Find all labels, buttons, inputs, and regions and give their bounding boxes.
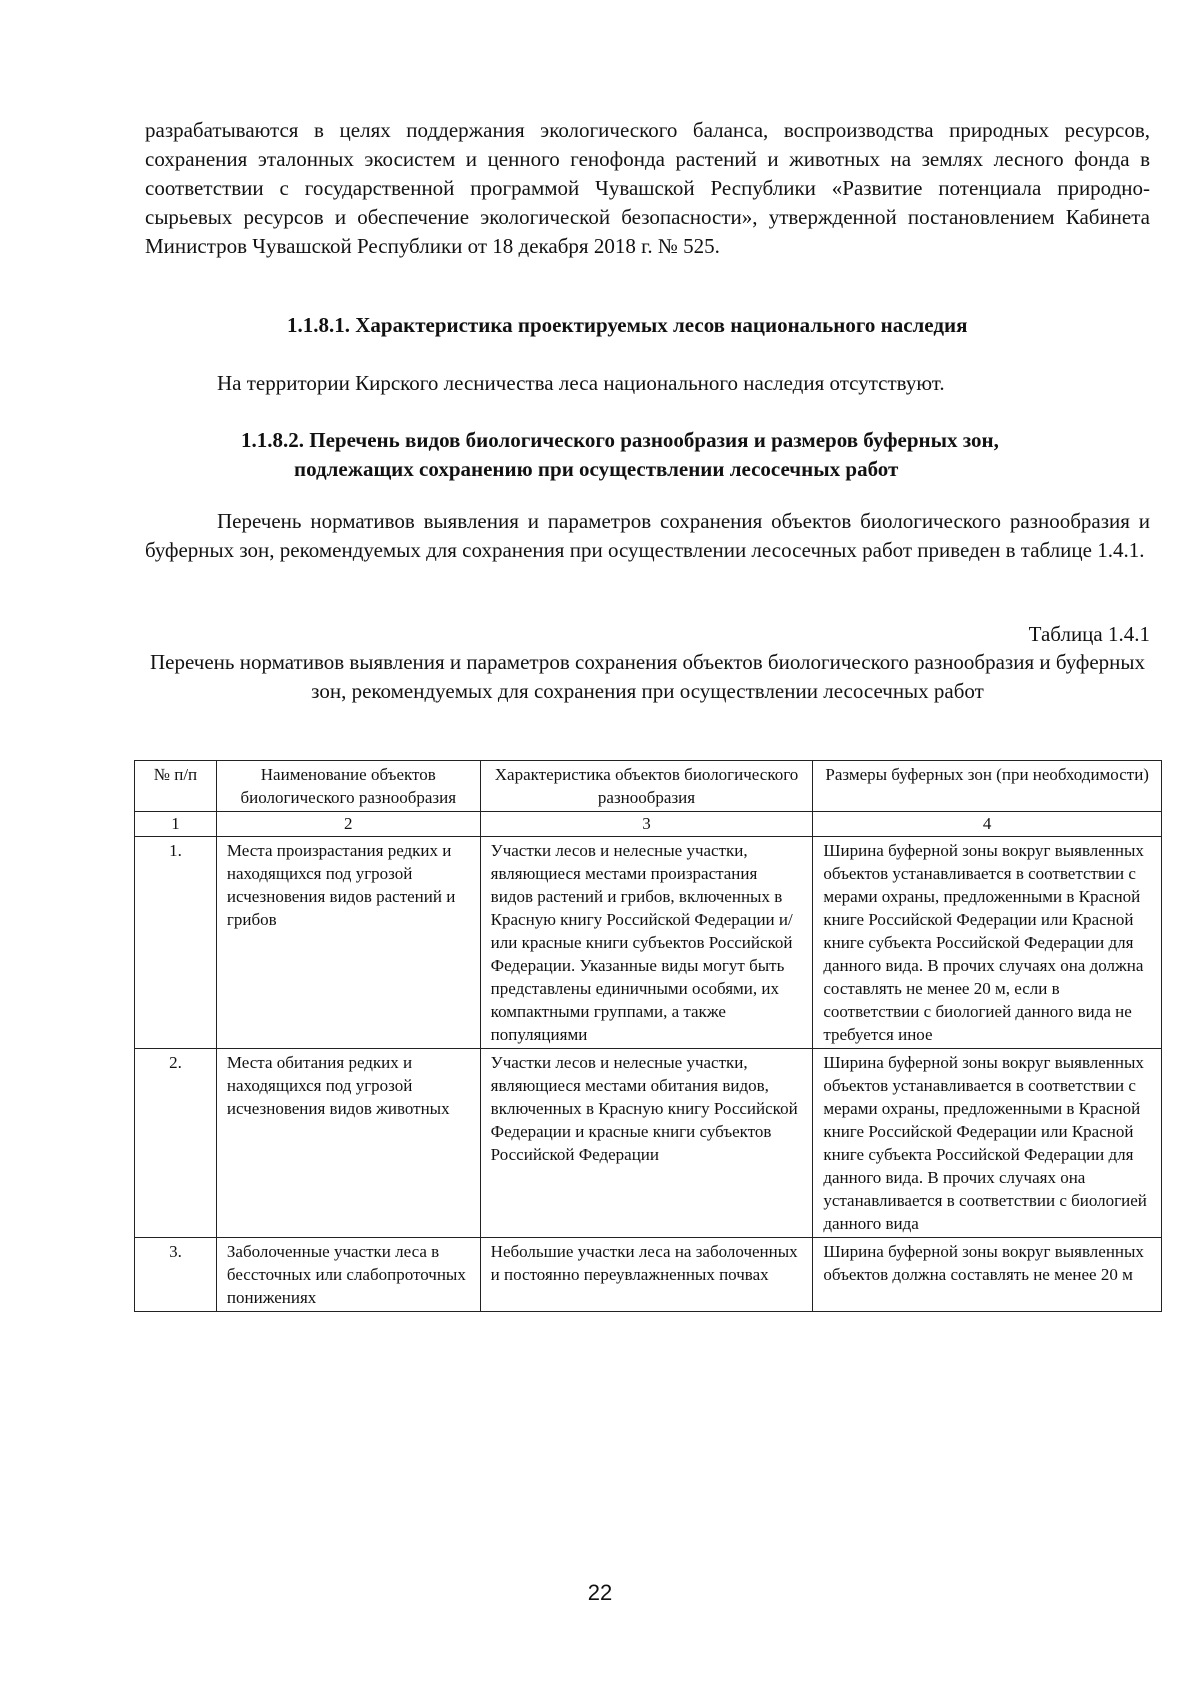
row-object-name: Места произрастания редких и находящихся под угрозой исчезновения видов растений и грибов [216,837,480,1049]
row-buffer-size: Ширина буферной зоны вокруг выявленных объектов устанавливается в соответствии с мерами охраны, предложенными в Красной книге Российской Федерации или Красной книге субъекта Российской Федерации для данного вида. В прочих случаях она должна составлять не менее 20 м, если в соответствии с биологией данного вида не требуется иное [813,837,1162,1049]
header-number: № п/п [135,761,217,812]
column-number: 2 [216,812,480,837]
section-heading-line-2: подлежащих сохранению при осуществлении лесосечных работ [294,457,899,481]
header-buffer-size: Размеры буферных зон (при необходимости) [813,761,1162,812]
table-label: Таблица 1.4.1 [1028,622,1150,646]
table-row [135,1049,1162,1238]
table-row [135,837,1162,1049]
row-object-characteristic: Участки лесов и нелесные участки, являющиеся местами обитания видов, включенных в Красную книгу Российской Федерации и красные книги субъектов Российской Федерации [480,1049,813,1238]
header-object-name: Наименование объектов биологического разнообразия [216,761,480,812]
table-row [135,1238,1162,1312]
table-column-number-row [135,812,1162,837]
section-heading-line-1: 1.1.8.2. Перечень видов биологического разнообразия и размеров буферных зон, [241,428,999,452]
row-number: 1. [135,837,217,1049]
header-object-characteristic: Характеристика объектов биологического разнообразия [480,761,813,812]
intro-paragraph: разрабатываются в целях поддержания экологического баланса, воспроизводства природных ресурсов, сохранения эталонных экосистем и ценного генофонда растений и животных на землях лесного фонда в соответствии с государственной программой Чувашской Республики «Развитие потенциала природно-сырьевых ресурсов и обеспечение экологической безопасности», утвержденной постановлением Кабинета Министров Чувашской Республики от 18 декабря 2018 г. № 525. [145,118,1150,258]
row-object-name: Заболоченные участки леса в бессточных или слабопроточных понижениях [216,1238,480,1312]
row-buffer-size: Ширина буферной зоны вокруг выявленных объектов устанавливается в соответствии с мерами охраны, предложенными в Красной книге Российской Федерации или Красной книге субъекта Российской Федерации для данного вида. В прочих случаях она устанавливается в соответствии с биологией данного вида [813,1049,1162,1238]
biodiversity-table [134,760,1162,1312]
page-number: 22 [587,1580,613,1605]
row-object-characteristic: Участки лесов и нелесные участки, являющиеся местами произрастания видов растений и грибов, включенных в Красную книгу Российской Федерации и/или красные книги субъектов Российской Федерации. Указанные виды могут быть представлены единичными особями, их компактными группами, а также популяциями [480,837,813,1049]
row-object-characteristic: Небольшие участки леса на заболоченных и постоянно переувлажненных почвах [480,1238,813,1312]
column-number: 1 [135,812,217,837]
national-heritage-paragraph: На территории Кирского лесничества леса национального наследия отсутствуют. [217,371,945,395]
column-number: 3 [480,812,813,837]
table-header-row [135,761,1162,812]
section-heading-1-1-8-1: 1.1.8.1. Характеристика проектируемых лесов национального наследия [287,313,968,337]
table-reference-paragraph: Перечень нормативов выявления и параметров сохранения объектов биологического разнообразия и буферных зон, рекомендуемых для сохранения при осуществлении лесосечных работ приведен в таблице 1.4.1. [145,509,1150,562]
row-number: 2. [135,1049,217,1238]
column-number: 4 [813,812,1162,837]
section-heading-1-1-8-2 [145,426,1150,484]
row-number: 3. [135,1238,217,1312]
table-caption: Перечень нормативов выявления и параметров сохранения объектов биологического разнообразия и буферных зон, рекомендуемых для сохранения при осуществлении лесосечных работ [149,650,1146,703]
row-buffer-size: Ширина буферной зоны вокруг выявленных объектов должна составлять не менее 20 м [813,1238,1162,1312]
row-object-name: Места обитания редких и находящихся под угрозой исчезновения видов животных [216,1049,480,1238]
